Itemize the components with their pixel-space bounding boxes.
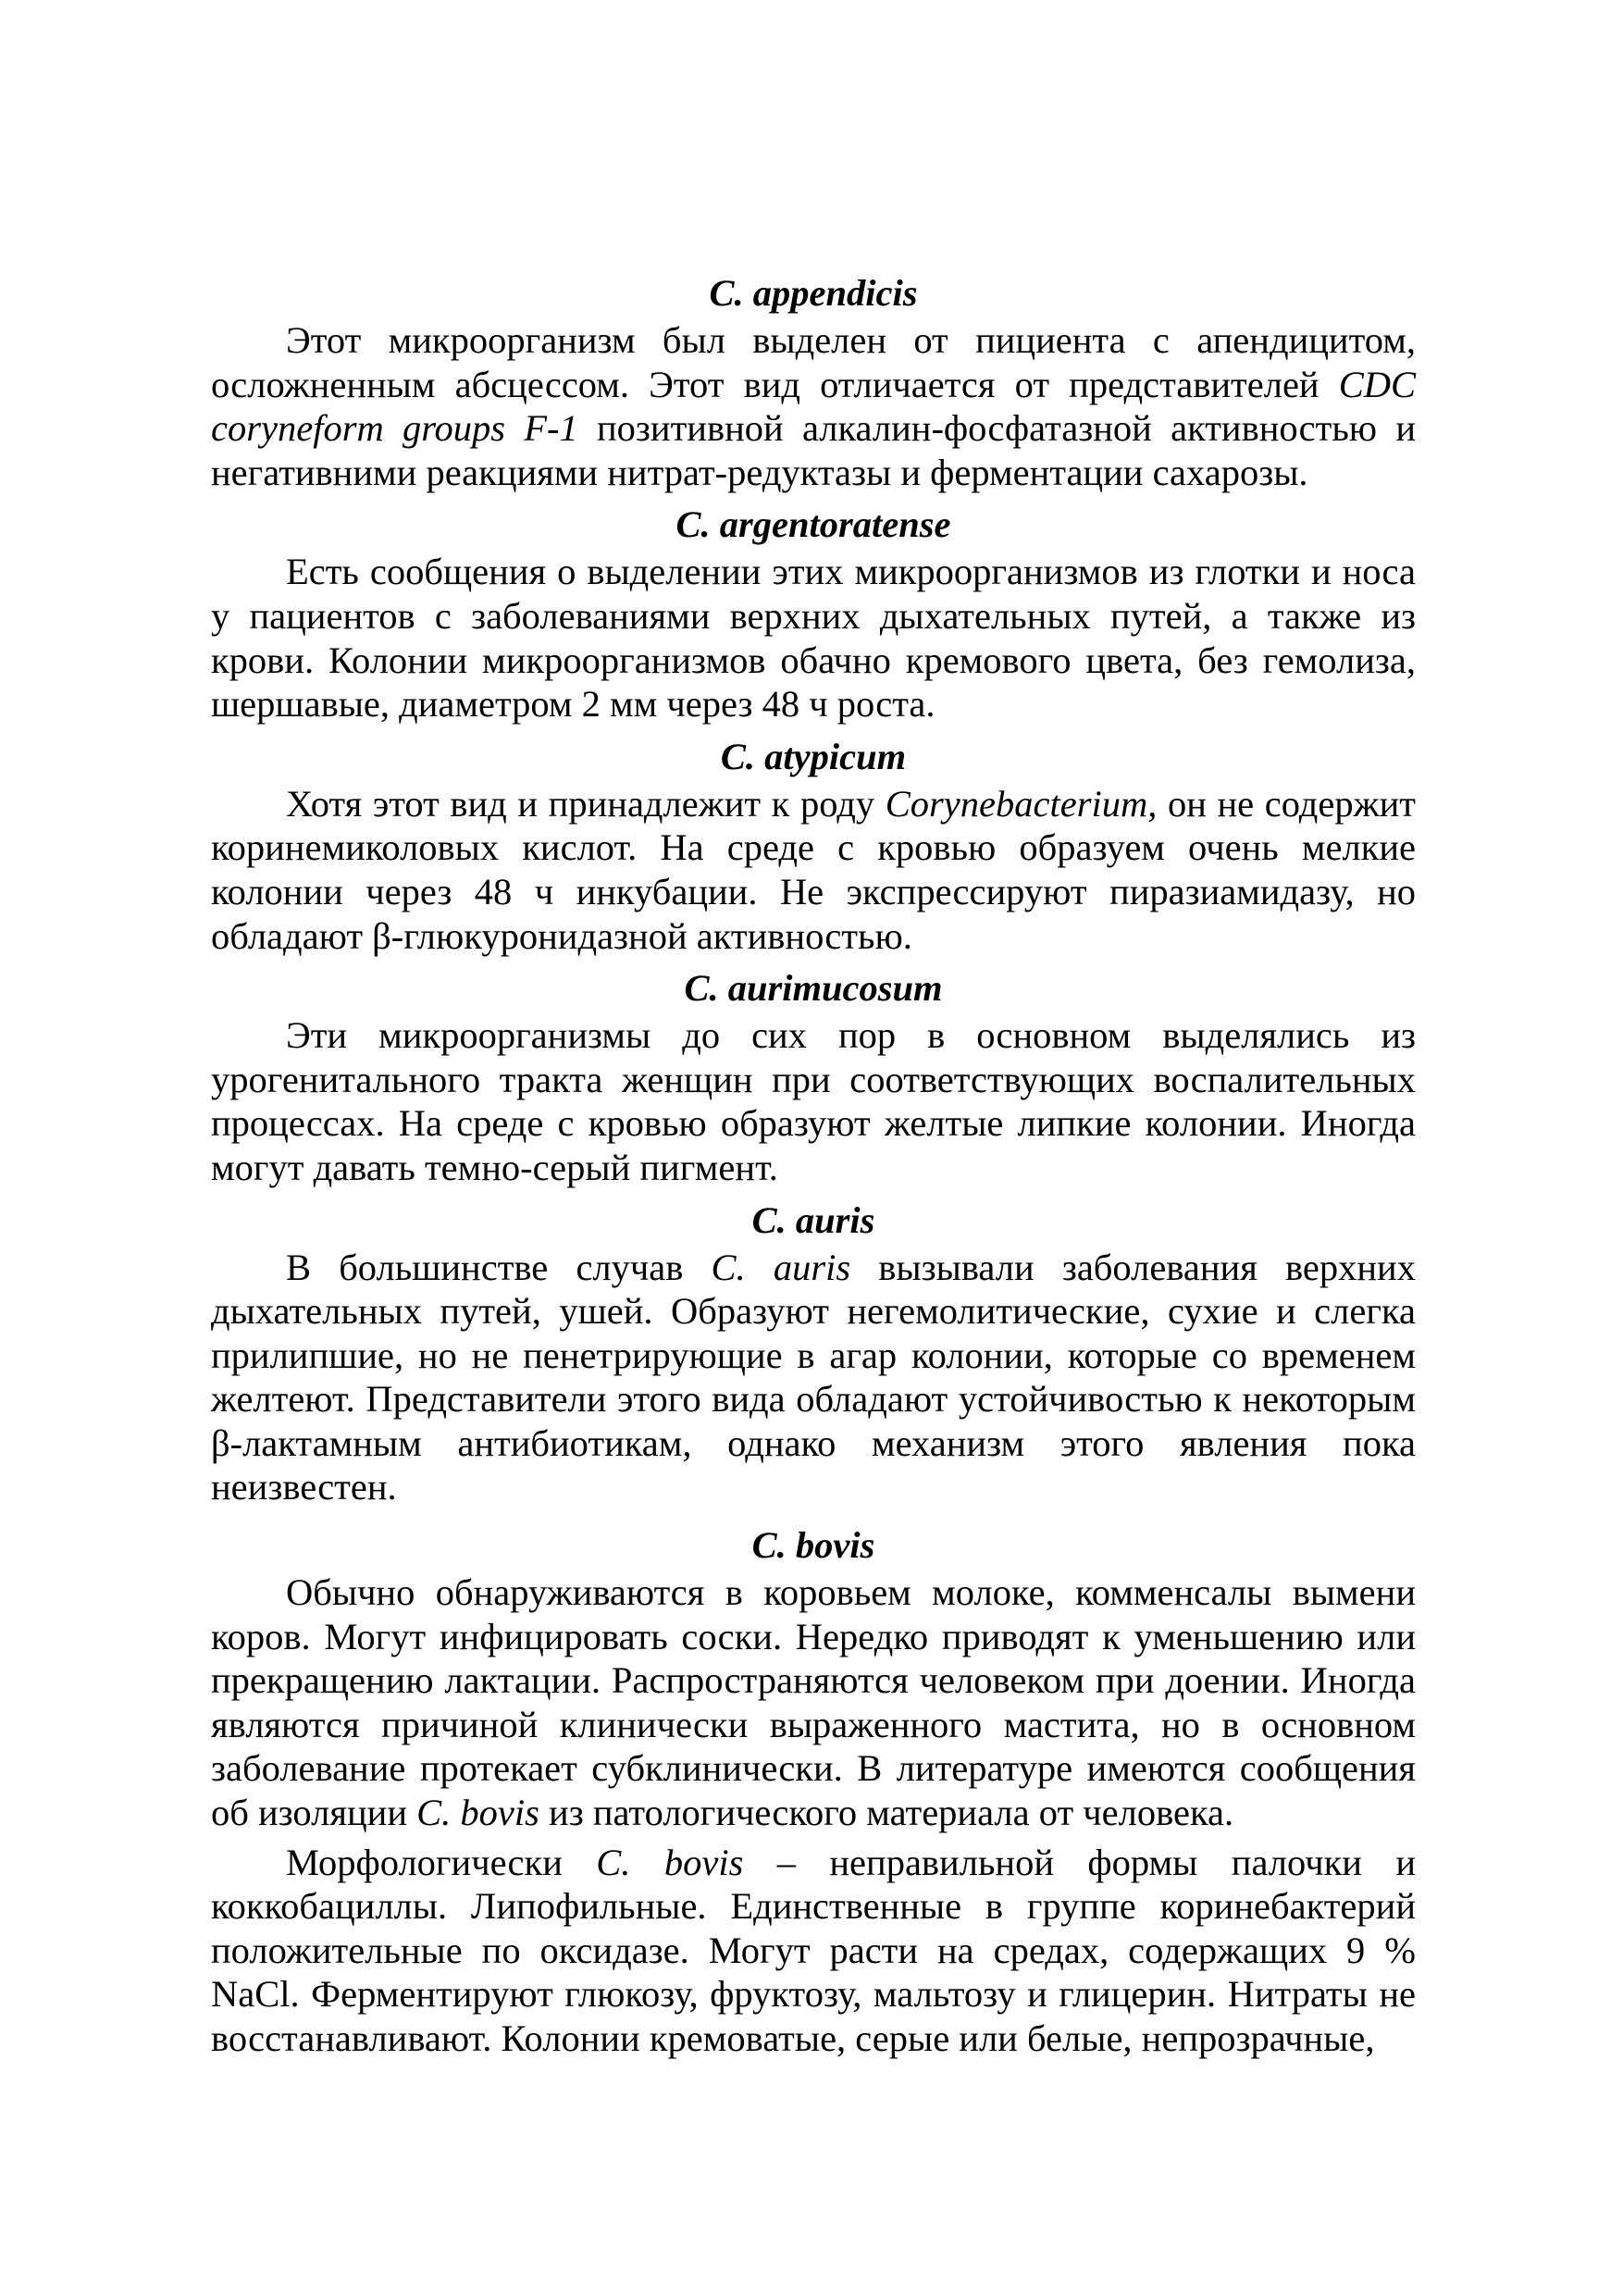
section-heading-appendicis: C. appendicis (709, 272, 918, 314)
section-paragraph-aurimucosum: Эти микроорганизмы до сих пор в основном выделялись из урогенитального тракта женщин при соответствующих воспалительных процессах. На среде с кровью образуют желтые липкие колонии. Иногда могут давать темно-серый пигмент. (211, 1014, 1416, 1188)
section-paragraph-auris: В большинстве случав C. auris вызывали заболевания верхних дыхательных путей, ушей. Образуют негемолитические, сухие и слегка прилипшие, но не пенетрирующие в агар колонии, которые со временем желтеют. Представители этого вида обладают устойчивостью к некоторым β-лактамным антибиотикам, однако механизм этого явления пока неизвестен. (211, 1246, 1416, 1508)
section-heading-auris: C. auris (751, 1198, 875, 1241)
section-heading-bovis: C. bovis (751, 1524, 875, 1567)
section-heading-atypicum: C. atypicum (720, 735, 907, 777)
section-paragraph-bovis-2: Морфологически C. bovis – неправильной формы палочки и коккобациллы. Липофильные. Единственные в группе коринебактерий положительные по оксидазе. Могут расти на средах, содержащих 9 % NaCl. Ферментируют глюкозу, фруктозу, мальтозу и глицерин. Нитраты не восстанавливают. Колонии кремоватые, серые или белые, непрозрачные, (211, 1841, 1416, 2059)
section-paragraph-argentoratense: Есть сообщения о выделении этих микроорганизмов из глотки и носа у пациентов с заболеваниями верхних дыхательных путей, а также из крови. Колонии микроорганизмов обачно кремового цвета, без гемолиза, шершавые, диаметром 2 мм через 48 ч роста. (211, 551, 1416, 726)
section-paragraph-atypicum: Хотя этот вид и принадлежит к роду Corynebacterium, он не содержит коринемиколовых кислот. На среде с кровью образуем очень мелкие колонии через 48 ч инкубации. Не экспрессируют пиразиамидазу, но обладают β-глюкуронидазной активностью. (211, 782, 1416, 957)
section-heading-aurimucosum: C. aurimucosum (684, 967, 943, 1010)
section-paragraph-bovis-1: Обычно обнаруживаются в коровьем молоке, комменсалы вымени коров. Могут инфицировать соски. Нередко приводят к уменьшению или прекращению лактации. Распространяются человеком при доении. Иногда являются причиной клинически выраженного мастита, но в основном заболевание протекает субклинически. В литературе имеются сообщения об изоляции C. bovis из патологического материала от человека. (211, 1571, 1416, 1834)
document-page (211, 268, 1416, 2066)
section-heading-argentoratense: C. argentoratense (675, 503, 951, 546)
section-paragraph-appendicis: Этот микроорганизм был выделен от пициента с апендицитом, осложненным абсцессом. Этот вид отличается от представителей CDC coryneform groups F-1 позитивной алкалин-фосфатазной активностью и негативними реакциями нитрат-редуктазы и ферментации сахарозы. (211, 319, 1416, 493)
